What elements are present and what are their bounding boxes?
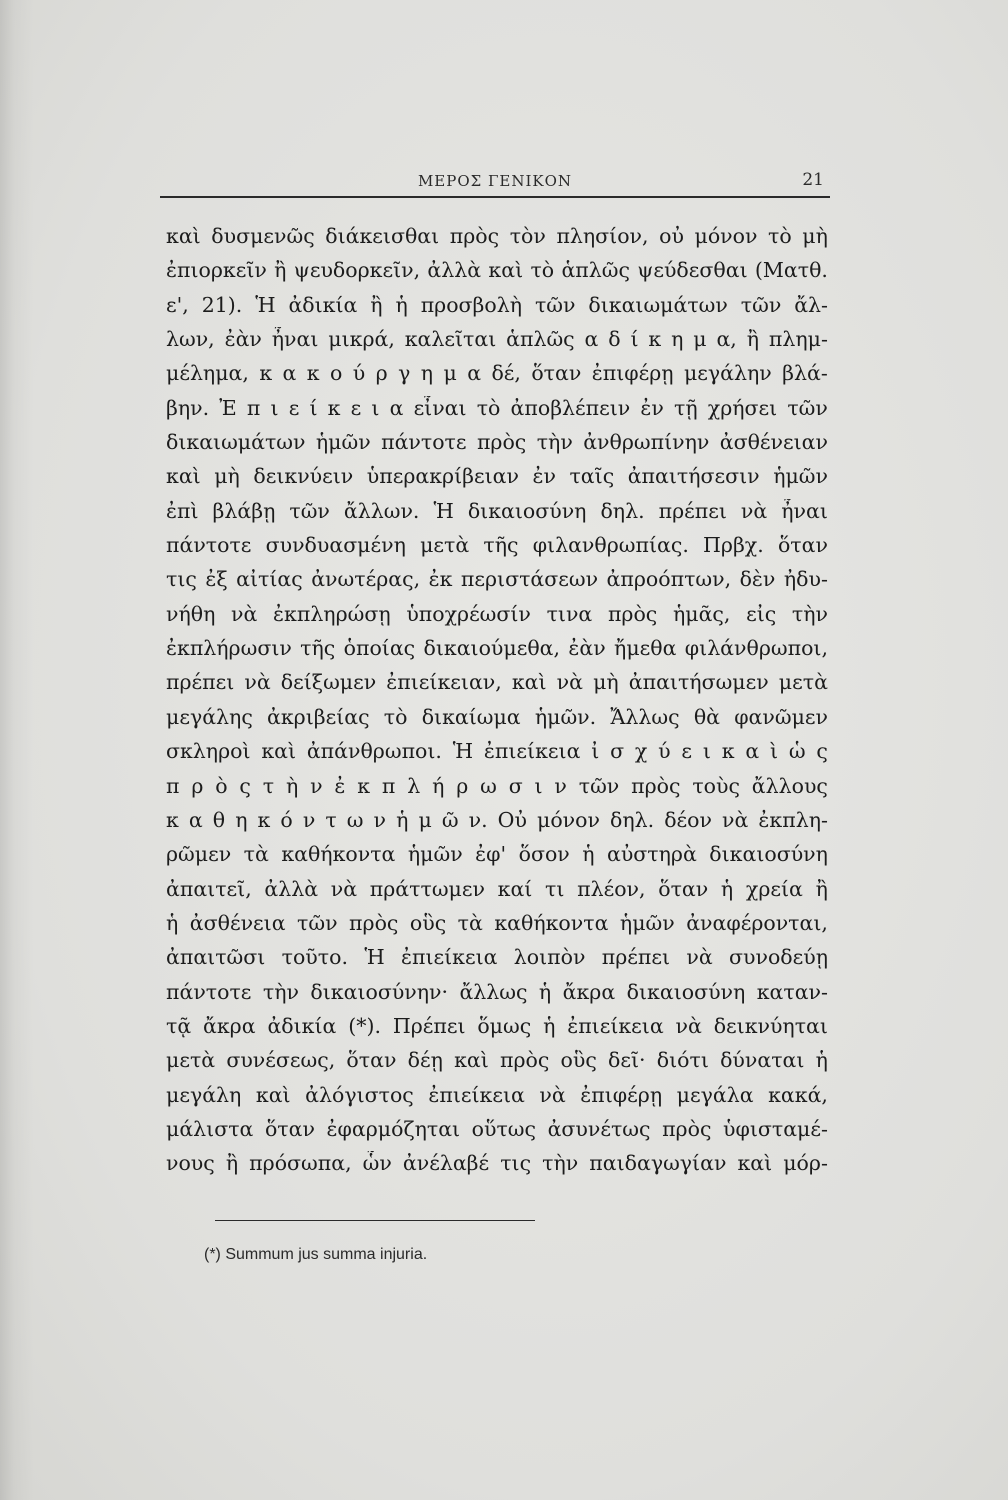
text-line: νήθη νὰ ἐκπληρώσῃ ὑποχρέωσίν τινα πρὸς ἡμᾶς, εἰς τὴν <box>166 601 828 626</box>
text-line: π ρ ὸ ς τ ὴ ν ἐ κ π λ ή ρ ω σ ι ν τῶν πρὸς τοὺς ἄλλους <box>166 773 828 798</box>
text-line: τᾷ ἄκρα ἀδικία (*). Πρέπει ὅμως ἡ ἐπιείκεια νὰ δεικνύηται <box>166 1013 828 1038</box>
text-line: ἐπιορκεῖν ἢ ψευδορκεῖν, ἀλλὰ καὶ τὸ ἁπλῶς ψεύδεσθαι (Ματθ. <box>166 258 828 283</box>
page-number: 21 <box>802 170 824 190</box>
text-line: πάντοτε συνδυασμένη μετὰ τῆς φιλανθρωπίας. Πρβχ. ὅταν <box>166 533 828 558</box>
text-line: ἀπαιτῶσι τοῦτο. Ἡ ἐπιείκεια λοιπὸν πρέπει νὰ συνοδεύῃ <box>166 945 828 970</box>
text-line: κ α θ η κ ό ν τ ω ν ἡ μ ῶ ν. Οὐ μόνον δηλ. δέον νὰ ἐκπλη- <box>166 807 828 832</box>
text-line: βην. Ἐ π ι ε ί κ ε ι α εἶναι τὸ ἀποβλέπειν ἐν τῇ χρήσει τῶν <box>166 395 828 420</box>
text-line: ρῶμεν τὰ καθήκοντα ἡμῶν ἐφ' ὅσον ἡ αὐστηρὰ δικαιοσύνη <box>166 842 828 867</box>
text-line: δικαιωμάτων ἡμῶν πάντοτε πρὸς τὴν ἀνθρωπίνην ἀσθένειαν <box>166 430 828 455</box>
text-line: τις ἐξ αἰτίας ἀνωτέρας, ἐκ περιστάσεων ἀπροόπτων, δὲν ἠδυ- <box>166 567 828 592</box>
text-line: λων, ἐὰν ἦναι μικρά, καλεῖται ἁπλῶς α δ ί κ η μ α, ἢ πλημ- <box>166 327 828 352</box>
text-line: ἐκπλήρωσιν τῆς ὁποίας δικαιούμεθα, ἐὰν ἤμεθα φιλάνθρωποι, <box>166 636 828 661</box>
text-line: σκληροὶ καὶ ἀπάνθρωποι. Ἡ ἐπιείκεια ἰ σ χ ύ ε ι κ α ὶ ὡ ς <box>166 739 828 764</box>
text-line: μεγάλη καὶ ἀλόγιστος ἐπιείκεια νὰ ἐπιφέρῃ μεγάλα κακά, <box>166 1082 828 1107</box>
running-head <box>160 170 830 198</box>
text-line: μεγάλης ἀκριβείας τὸ δικαίωμα ἡμῶν. Ἄλλως θὰ φανῶμεν <box>166 704 828 729</box>
body-text <box>166 224 828 1186</box>
text-line: ἡ ἀσθένεια τῶν πρὸς οὓς τὰ καθήκοντα ἡμῶν ἀναφέρονται, <box>166 910 828 935</box>
text-line: πρέπει νὰ δείξωμεν ἐπιείκειαν, καὶ νὰ μὴ ἀπαιτήσωμεν μετὰ <box>166 670 828 695</box>
text-line: καὶ μὴ δεικνύειν ὑπερακρίβειαν ἐν ταῖς ἀπαιτήσεσιν ἡμῶν <box>166 464 828 489</box>
footnote: (*) Summum jus summa injuria. <box>204 1246 428 1263</box>
text-line: καὶ δυσμενῶς διάκεισθαι πρὸς τὸν πλησίον, οὐ μόνον τὸ μὴ <box>166 224 828 248</box>
text-line: ἀπαιτεῖ, ἀλλὰ νὰ πράττωμεν καί τι πλέον, ὅταν ἡ χρεία ἢ <box>166 876 828 901</box>
footnote-rule <box>215 1220 535 1221</box>
text-line: μέλημα, κ α κ ο ύ ρ γ η μ α δέ, ὅταν ἐπιφέρῃ μεγάλην βλά- <box>166 361 828 386</box>
text-line: ε', 21). Ἡ ἀδικία ἢ ἡ προσβολὴ τῶν δικαιωμάτων τῶν ἄλ- <box>166 292 828 317</box>
text-line: πάντοτε τὴν δικαιοσύνην· ἄλλως ἡ ἄκρα δικαιοσύνη καταν- <box>166 979 828 1004</box>
text-line: ἐπὶ βλάβῃ τῶν ἄλλων. Ἡ δικαιοσύνη δηλ. πρέπει νὰ ἦναι <box>166 498 828 523</box>
text-line: νους ἢ πρόσωπα, ὧν ἀνέλαβέ τις τὴν παιδαγωγίαν καὶ μόρ- <box>166 1151 828 1176</box>
text-line: μάλιστα ὅταν ἐφαρμόζηται οὕτως ἀσυνέτως πρὸς ὑφισταμέ- <box>166 1116 828 1141</box>
running-title: ΜΕΡΟΣ ΓΕΝΙΚΟΝ <box>417 172 573 190</box>
text-line: μετὰ συνέσεως, ὅταν δέῃ καὶ πρὸς οὓς δεῖ· διότι δύναται ἡ <box>166 1048 828 1073</box>
